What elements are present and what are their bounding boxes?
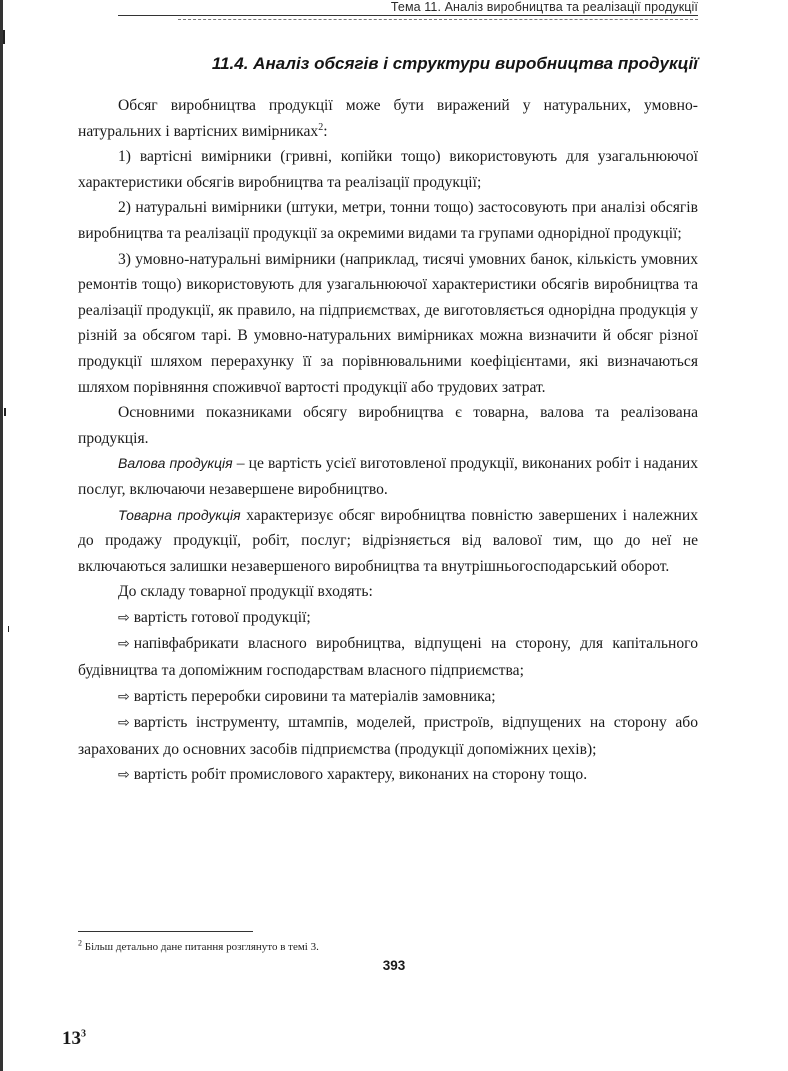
list-item [78, 762, 698, 789]
page-left-edge [0, 0, 3, 1071]
footnote [78, 938, 319, 953]
header-rule [118, 15, 698, 16]
list-item-text: вартість інструменту, штампів, моделей, пристроїв, відпущених на сторону або зарахованих до основних засобів підприємства (продукції допоміжних цехів); [78, 714, 698, 758]
list-item-text: вартість готової продукції; [133, 608, 311, 626]
list-item [78, 631, 698, 683]
signature-mark [62, 1028, 86, 1050]
term-commodity-output: Товарна продукція [118, 506, 241, 523]
signature-mark-base: 13 [62, 1028, 81, 1049]
right-arrow-outline-icon: ⇨ [118, 715, 130, 732]
definition-commodity-output: характеризує обсяг виробництва повністю завершених і належних до продажу продукції, робіт, послуг; відрізняється від валової тим, що до неї не включаються залишки незавершеного виробництва та внутрішньогосподарський оборот. [78, 506, 698, 575]
list-item [78, 605, 698, 632]
paragraph-conditional-measures: 3) умовно-натуральні вимірники (наприклад, тисячі умовних банок, кількість умовних ремонтів тощо) використовують для узагальнюючої характеристики обсягів виробництва та реалізації продукції, як правило, на підприємствах, де виготовляється однорідна продукція у різній за обсягом тарі. В умовно-натуральних вимірниках можна визначити й обсяг різної продукції шляхом перерахунку її за порівнювальними коефіцієнтами, які визначаються шляхом порівняння споживчої вартості продукції або трудових затрат. [78, 250, 698, 396]
term-gross-output: Валова продукція [118, 455, 233, 472]
body-text [78, 93, 698, 789]
right-arrow-outline-icon: ⇨ [118, 636, 130, 653]
footnote-rule [78, 931, 253, 932]
header-rule-secondary [178, 19, 698, 20]
paragraph-natural-measures: 2) натуральні вимірники (штуки, метри, тонни тощо) застосовують при аналізі обсягів виробництва та реалізації продукції за окремими видами та групами однорідної продукції; [78, 199, 698, 242]
list-item [78, 710, 698, 762]
list-item-text: вартість переробки сировини та матеріалів замовника; [133, 687, 496, 705]
section-title: 11.4. Аналіз обсягів і структури виробництва продукції [211, 54, 698, 73]
paragraph-intro-text: Обсяг виробництва продукції може бути виражений у натуральних, умовно-натуральних і вартісних вимірниках [78, 97, 698, 140]
paragraph-intro-end: : [323, 122, 328, 140]
paragraph-cost-measures: 1) вартісні вимірники (гривні, копійки тощо) використовують для узагальнюючої характеристики обсягів виробництва та реалізації продукції; [78, 148, 698, 191]
scan-edge-mark [3, 30, 5, 44]
footnote-text: Більш детально дане питання розглянуто в темі 3. [84, 941, 319, 953]
definition-gross-output: – це вартість усієї виготовленої продукції, виконаних робіт і наданих послуг, включаючи незавершене виробництво. [78, 455, 698, 498]
list-item [78, 684, 698, 711]
right-arrow-outline-icon: ⇨ [118, 609, 130, 626]
running-header-title: Тема 11. Аналіз виробництва та реалізації продукції [390, 0, 698, 14]
page-number: 393 [382, 958, 406, 973]
footnote-marker: 2 [78, 938, 82, 948]
signature-mark-sup: 3 [81, 1028, 86, 1040]
list-item-text: вартість робіт промислового характеру, виконаних на сторону тощо. [133, 766, 588, 784]
paragraph-commodity-output [78, 503, 698, 580]
right-arrow-outline-icon: ⇨ [118, 767, 130, 784]
paragraph-list-intro: До складу товарної продукції входять: [118, 583, 373, 601]
paragraph-main-indicators: Основними показниками обсягу виробництва є товарна, валова та реалізована продукція. [78, 404, 698, 447]
running-header [118, 0, 698, 22]
scan-edge-mark [4, 408, 6, 416]
footnote-reference: 2 [318, 121, 324, 133]
paragraph-intro [78, 93, 698, 144]
right-arrow-outline-icon: ⇨ [118, 688, 130, 705]
paragraph-gross-output [78, 451, 698, 502]
scan-edge-mark [8, 626, 9, 632]
list-item-text: напівфабрикати власного виробництва, відпущені на сторону, для капітального будівництва та допоміжним господарствам власного підприємства; [78, 635, 698, 680]
